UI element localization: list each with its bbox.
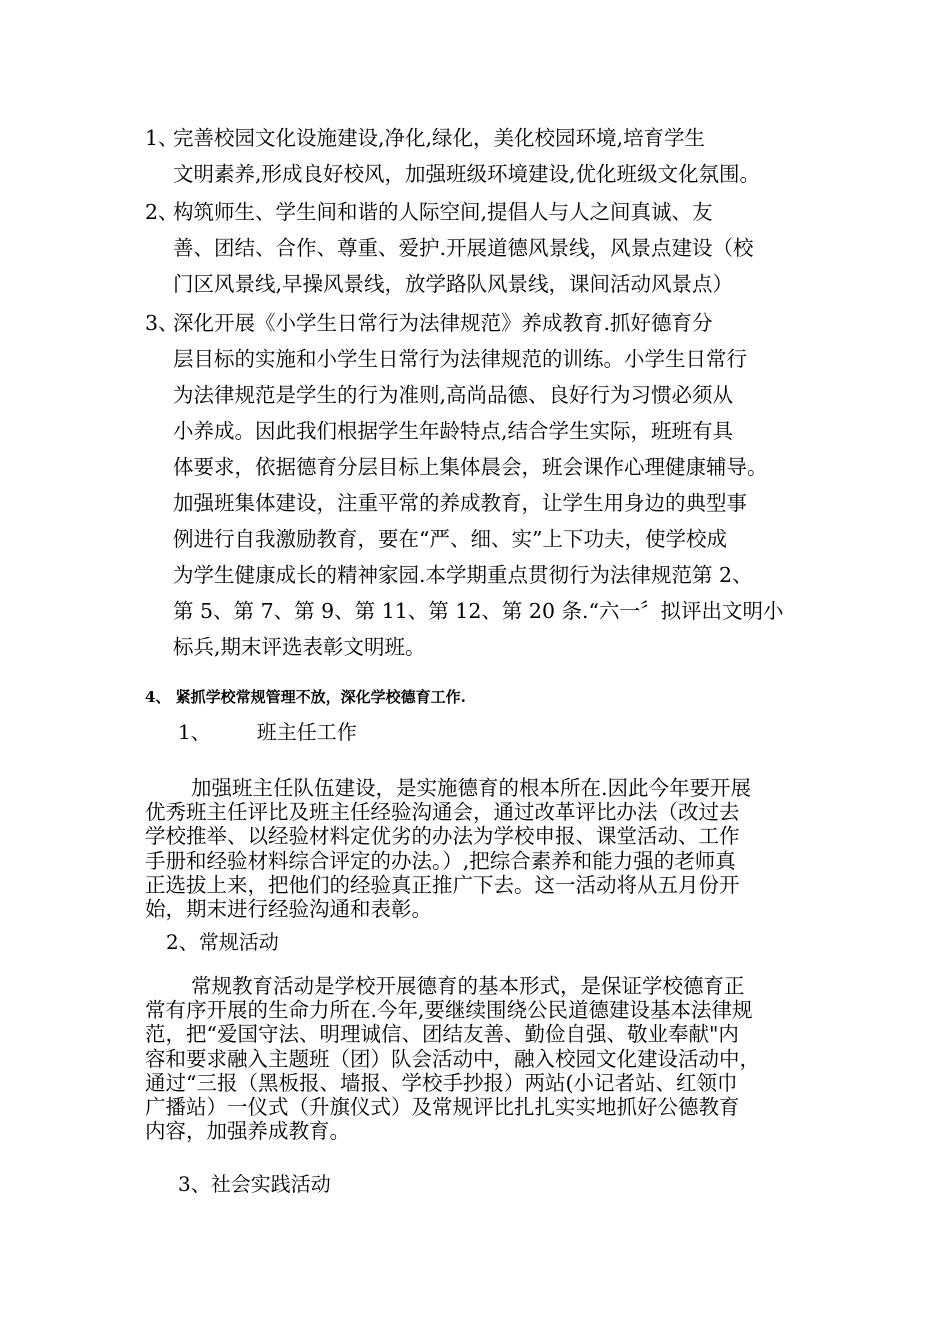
text-line: 内容，加强养成教育。 [145, 1119, 350, 1144]
text-line: 手册和经验材料综合评定的办法。）,把综合素养和能力强的老师真 [145, 848, 736, 873]
paragraph-class-teacher [145, 776, 825, 921]
subheading-social-practice: 3、社会实践活动 [178, 1172, 331, 1196]
text-line: 为学生健康成长的精神家园.本学期重点贯彻行为法律规范第 2、 [173, 563, 753, 587]
subheading-label: 班主任工作 [256, 720, 357, 744]
text-line: 文明素养,形成良好校风，加强班级环境建设,优化班级文化氛围。 [173, 162, 761, 186]
text-line: 常有序开展的生命力所在.今年,要继续围绕公民道德建设基本法律规 [145, 998, 753, 1023]
text-line: 善、团结、合作、尊重、爱护.开展道德风景线，风景点建设（校 [173, 236, 754, 260]
text-line: 体要求，依据德育分层目标上集体晨会，班会课作心理健康辅导。 [173, 455, 768, 479]
list-number: 1、 [145, 126, 179, 150]
list-item-1 [145, 120, 825, 192]
text-line: 门区风景线,早操风景线，放学路队风景线，课间活动风景点） [173, 272, 734, 296]
text-line: 始，期末进行经验沟通和表彰。 [145, 897, 432, 922]
text-line: 深化开展《小学生日常行为法律规范》养成教育.抓好德育分 [173, 311, 713, 335]
text-line: 优秀班主任评比及班主任经验沟通会，通过改革评比办法（改过去 [145, 800, 740, 825]
text-line: 正选拔上来，把他们的经验真正推广下去。这一活动将从五月份开 [145, 872, 740, 897]
text-line: 小养成。因此我们根据学生年龄特点,结合学生实际，班班有具 [173, 419, 734, 443]
text-line: 加强班集体建设，注重平常的养成教育，让学生用身边的典型事 [173, 491, 747, 515]
text-line: 加强班主任队伍建设，是实施德育的根本所在.因此今年要开展 [191, 776, 752, 800]
text-line: 范，把“爱国守法、明理诚信、团结友善、勤俭自强、敬业奉献"内 [145, 1022, 739, 1047]
text-line: 完善校园文化设施建设,净化,绿化，美化校园环境,培育学生 [173, 126, 706, 150]
text-line: 第 5、第 7、第 9、第 11、第 12、第 20 条.“六一〞拟评出文明小 [173, 599, 784, 623]
text-line: 广播站）一仪式（升旗仪式）及常规评比扎扎实实地抓好公德教育 [145, 1095, 740, 1120]
paragraph-routine-activities [145, 974, 825, 1143]
text-line: 常规教育活动是学校开展德育的基本形式，是保证学校德育正 [191, 974, 745, 998]
subheading-class-teacher [178, 716, 357, 745]
text-line: 通过“三报（黑板报、墙报、学校手抄报）两站(小记者站、红领巾 [145, 1070, 738, 1095]
list-number: 3、 [145, 311, 179, 335]
text-line: 学校推举、以经验材料定优劣的办法为学校申报、课堂活动、工作 [145, 824, 740, 849]
list-number: 2、 [145, 200, 179, 224]
list-item-3 [145, 305, 825, 665]
text-line: 层目标的实施和小学生日常行为法律规范的训练。小学生日常行 [173, 347, 747, 371]
text-line: 容和要求融入主题班（团）队会活动中，融入校园文化建设活动中， [145, 1046, 760, 1071]
subheading-routine-activities: 2、常规活动 [166, 930, 279, 954]
subheading-number: 1、 [178, 720, 211, 744]
section-heading-4: 4、 紧抓学校常规管理不放，深化学校德育工作. [145, 688, 466, 706]
text-line: 为法律规范是学生的行为准则,高尚品德、良好行为习惯必须从 [173, 383, 734, 407]
text-line: 标兵,期末评选表彰文明班。 [173, 635, 426, 659]
text-line: 例进行自我激励教育，要在“严、细、实”上下功夫，使学校成 [173, 527, 727, 551]
list-item-2 [145, 194, 825, 302]
text-line: 构筑师生、学生间和谐的人际空间,提倡人与人之间真诚、友 [173, 200, 713, 224]
